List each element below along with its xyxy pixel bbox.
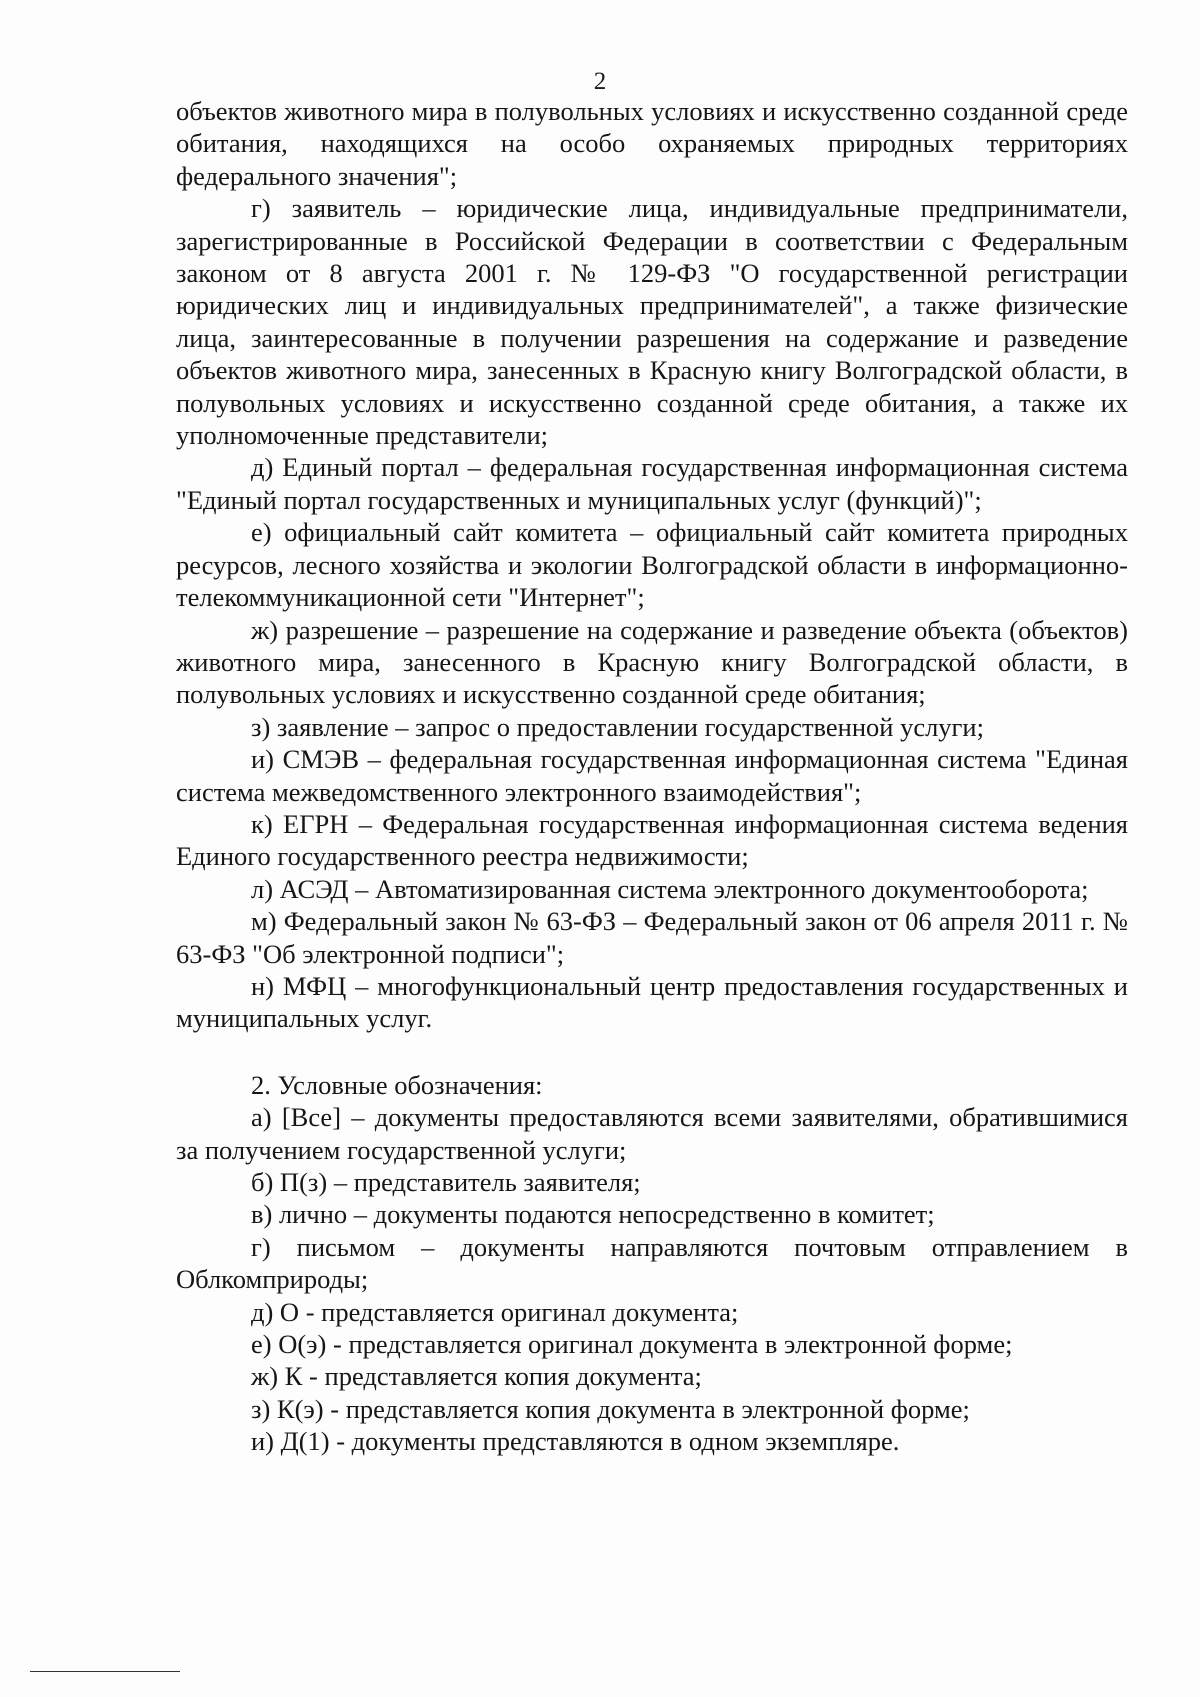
definition-smev: и) СМЭВ – федеральная государственная информационная система "Единая система межведомственного электронного взаимодействия"; xyxy=(176,744,1128,807)
page-number: 2 xyxy=(593,68,607,95)
section-heading-notation: 2. Условные обозначения: xyxy=(251,1069,543,1100)
definition-permit: ж) разрешение – разрешение на содержание и разведение объекта (объектов) животного мира, занесенного в Красную книгу Волгоградской области, в полувольных условиях и искусственно созданной среде обитания; xyxy=(176,614,1128,710)
definition-unified-portal: д) Единый портал – федеральная государственная информационная система "Единый портал государственных и муниципальных услуг (функций)"; xyxy=(176,452,1128,515)
document-body xyxy=(176,95,1128,1458)
definition-application: з) заявление – запрос о предоставлении государственной услуги; xyxy=(251,711,984,742)
notation-copy-electronic: з) К(э) - представляется копия документа в электронной форме; xyxy=(251,1393,970,1424)
notation-original-electronic: е) О(э) - представляется оригинал документа в электронной форме; xyxy=(251,1329,1013,1360)
notation-representative: б) П(з) – представитель заявителя; xyxy=(251,1167,641,1197)
paragraph-continuation: объектов животного мира в полувольных условиях и искусственно созданной среде обитания, находящихся на особо охраняемых природных территориях федерального значения"; xyxy=(176,96,1128,191)
notation-by-mail: г) письмом – документы направляются почтовым отправлением в Облкомприроды; xyxy=(176,1231,1128,1295)
footnote-divider xyxy=(30,1671,180,1672)
notation-in-person: в) лично – документы подаются непосредственно в комитет; xyxy=(251,1199,935,1230)
definition-applicant: г) заявитель – юридические лица, индивидуальные предприниматели, зарегистрированные в Российской Федерации в соответствии с Федеральным законом от 8 августа 2001 г. № 129-ФЗ "О государственной регистрации юридических лиц и индивидуальных предпринимателей", а также физические лица, заинтересованные в получении разрешения на содержание и разведение объектов животного мира, занесенных в Красную книгу Волгоградской области, в полувольных условиях и искусственно созданной среде обитания, а также их уполномоченные представители; xyxy=(176,193,1128,451)
definition-mfc: н) МФЦ – многофункциональный центр предоставления государственных и муниципальных услуг. xyxy=(176,970,1128,1034)
definition-egrn: к) ЕГРН – Федеральная государственная информационная система ведения Единого государственного реестра недвижимости; xyxy=(176,808,1128,872)
notation-copy: ж) К - представляется копия документа; xyxy=(251,1361,702,1392)
definition-ased: л) АСЭД – Автоматизированная система электронного документооборота; xyxy=(251,873,1089,904)
notation-one-copy: и) Д(1) - документы представляются в одном экземпляре. xyxy=(251,1426,900,1457)
definition-official-site: е) официальный сайт комитета – официальный сайт комитета природных ресурсов, лесного хозяйства и экологии Волгоградской области в информационно-телекоммуникационной сети "Интернет"; xyxy=(176,517,1128,613)
definition-federal-law-63: м) Федеральный закон № 63-ФЗ – Федеральный закон от 06 апреля 2011 г. № 63-ФЗ "Об электронной подписи"; xyxy=(176,906,1128,969)
notation-all: а) [Все] – документы предоставляются всеми заявителями, обратившимися за получением государственной услуги; xyxy=(176,1102,1128,1165)
notation-original: д) О - представляется оригинал документа; xyxy=(251,1296,739,1327)
